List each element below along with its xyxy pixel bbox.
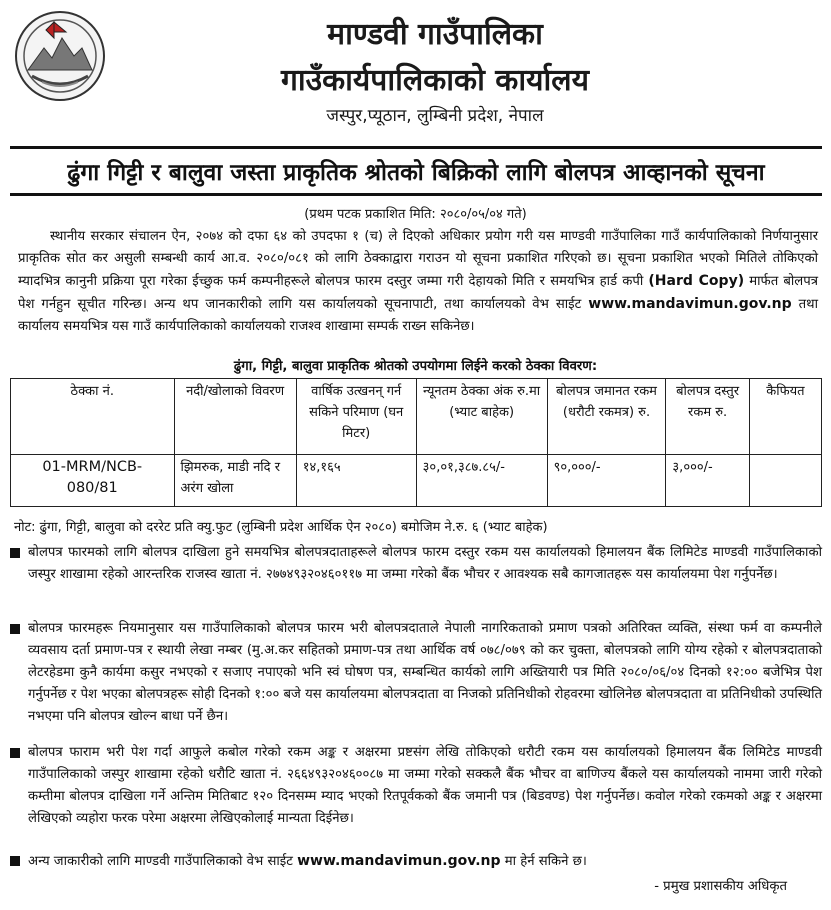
bullet-square-icon [10,748,20,758]
website-link[interactable]: www.mandavimun.gov.np [588,296,792,312]
cell-fee: ३,०००/- [666,455,749,507]
cell-deposit: ९०,०००/- [547,455,666,507]
bullet-item [6,618,822,728]
bullet-item [6,542,822,586]
col-river: नदी/खोलाको विवरण [174,379,296,455]
nepal-emblem-icon [14,10,106,102]
bullet-text: बोलपत्र फाराम भरी पेश गर्दा आफुले कबोल गरेको रकम अङ्क र अक्षरमा प्रष्टसंग लेखि तोकिएको धरौटी रकम यस कार्यालयको हिमालयन बैंक लिमिटेड माण्डवी गाउँपालिकाको जस्पुर शाखामा रहेको धरौटि खाता नं. २६६४९३२०४६००८७ मा जम्मा गरेको सक्कलै बैंक भौचर वा बाणिज्य बैंकले यस कार्यालयको नाममा जारी गरेको कम्तीमा बोलपत्र दाखिला गर्ने अन्तिम मितिबाट १२० दिनसम्म म्याद भएको रितपूर्वकको बैंक जमानी पत्र (बिडवण्ड) पेश गर्नुपर्नेछ। कवोल गरेको रकमको अङ्क र अक्षरमा लेखिएको व्यहोरा फरक परेमा अक्षरमा लेखिएकोलाई मान्यता दिईनेछ। [28,745,822,826]
cell-contract-no: 01-MRM/NCB-080/81 [11,455,175,507]
table-heading: ढुंगा, गिट्टी, बालुवा प्राकृतिक श्रोतको उपयोगमा लिईने करको ठेक्का विवरण: [233,359,598,374]
cell-remarks [749,455,821,507]
table-header-row [11,379,822,455]
contract-table [10,378,822,507]
cell-min-amount: ३०,०१,३८७.८५/- [416,455,547,507]
bullet-square-icon [10,856,20,866]
website-link[interactable]: www.mandavimun.gov.np [297,853,501,869]
office-address: जस्पुर,प्यूठान, लुम्बिनी प्रदेश, नेपाल [326,106,544,126]
bullet-text-suffix: मा हेर्न सकिने छ। [504,854,587,869]
col-min-amount: न्यूनतम ठेक्का अंक रु.मा (भ्याट बाहेक) [416,379,547,455]
rate-note: नोट: ढुंगा, गिट्टी, बालुवा को दररेट प्रति क्यु.फुट (लुम्बिनी प्रदेश आर्थिक ऐन २०८०) बमोजिम ने.रु. ६ (भ्याट बाहेक) [14,520,548,535]
table-row [11,455,822,507]
col-fee: बोलपत्र दस्तुर रकम रु. [666,379,749,455]
intro-text: स्थानीय सरकार संचालन ऐन, २०७४ को दफा ६४ को उपदफा १ (च) ले दिएको अधिकार प्रयोग गरी यस माण्डवी गाउँपालिका गाउँ कार्यपालिकाको निर्णयानुसार प्राकृतिक सोत कर असुली सम्बन्धी कार्य आ.व. २०८०/०८१ को लागि ठेक्काद्वारा गराउन यो सूचना प्रकाशित गरिएको छ। सूचना प्रकाशित भएको मितिले तोकिएको म्यादभित्र कानुनी प्रक्रिया पूरा गरेका ईच्छुक फर्म कम्पनीहरूले बोलपत्र फारम दस्तुर जम्मा गरी देहायको मिति र समयभित्र हार्ड कपी [18,229,818,289]
bullet-text: बोलपत्र फारमको लागि बोलपत्र दाखिला हुने समयभित्र बोलपत्रदाताहरूले बोलपत्र फारम दस्तुर रकम यस कार्यालयको हिमालयन बैंक लिमिटेड माण्डवी गाउँपालिकाको जस्पुर शाखामा रहेको आरन्तरिक राजस्व खाता नं. २७७४९३२०४६०११७ मा जम्मा गरेको बैंक भौचर र आवश्यक सबै कागजातहरू यस कार्यालयमा पेश गर्नुपर्नेछ। [28,545,822,582]
intro-text-3: तथा कार्यालय समयभित्र यस गाउँ कार्यपालिकाको कार्यालयको राजश्व शाखामा सम्पर्क राख्न सकिनेछ। [18,297,818,334]
intro-text-2: मार्फत बोलपत्र पेश गर्नहुन सूचीत गरिन्छ। अन्य थप जानकारीको लागि यस कार्यालयको सूचनापाटी, तथा कार्यालयको वेभ साईट [18,274,818,312]
hard-copy-label: (Hard Copy) [648,273,745,289]
office-name: माण्डवी गाउँपालिका [327,17,543,52]
intro-paragraph [18,226,818,338]
cell-river: झिमरुक, माडी नदि र अरंग खोला [174,455,296,507]
bullet-item [6,742,822,830]
signature: - प्रमुख प्रशासकीय अधिकृत [654,879,787,894]
cell-quantity: १४,१६५ [296,455,416,507]
col-deposit: बोलपत्र जमानत रकम (धरौटी रकमत्र) रु. [547,379,666,455]
letterhead [0,0,831,140]
col-remarks: कैफियत [749,379,821,455]
bullet-item [6,850,822,873]
notice-title: ढुंगा गिट्टी र बालुवा जस्ता प्राकृतिक श्रोतको बिक्रिको लागि बोलपत्र आव्हानको सूचना [10,146,822,196]
col-contract-no: ठेक्का नं. [11,379,175,455]
bullet-square-icon [10,624,20,634]
bullet-text: अन्य जाकारीको लागि माण्डवी गाउँपालिकाको वेभ साईट [28,854,293,869]
col-quantity: वार्षिक उत्खनन् गर्न सकिने परिमाण (घन मिटर) [296,379,416,455]
bullet-square-icon [10,548,20,558]
publish-date: (प्रथम पटक प्रकाशित मिति: २०८०/०५/०४ गते) [304,207,527,222]
office-subtitle: गाउँकार्यपालिकाको कार्यालय [280,63,589,98]
bullet-text: बोलपत्र फारमहरू नियमानुसार यस गाउँपालिकाको बोलपत्र फारम भरी बोलपत्रदाताले नेपाली नागरिकताको प्रमाण पत्रको अतिरिक्त व्यक्ति, संस्था फर्म वा कम्पनीले व्यवसाय दर्ता प्रमाण-पत्र र स्थायी लेखा नम्बर (मु.अ.कर सहितको प्रमाण-पत्र तथा आर्थिक वर्ष ०७८/०७९ को कर चुक्ता, बोलपत्रको लागि योग्य रहेको र बोलपत्रदाताको लेटरहेडमा कुनै कार्यमा कसुर नभएको र सजाए नपाएको भनि स्वं घोषण पत्र, सम्बन्धित कार्यको लागि अख्तियारी पत्र मिति २०८०/०६/०४ दिनको १२:०० बजेभित्र पेश गर्नुपर्नेछ र पेश भएका बोलपत्रहरू सोही दिनको १:०० बजे यस कार्यालयमा बोलपत्रदाता वा निजको प्रतिनिधीको रोहवरमा खोलिनेछ बोलपत्रदाता वा प्रतिनिधीको उपस्थिति नभएमा पनि बोलपत्र खोल्न बाधा पर्ने छैन। [28,621,822,724]
